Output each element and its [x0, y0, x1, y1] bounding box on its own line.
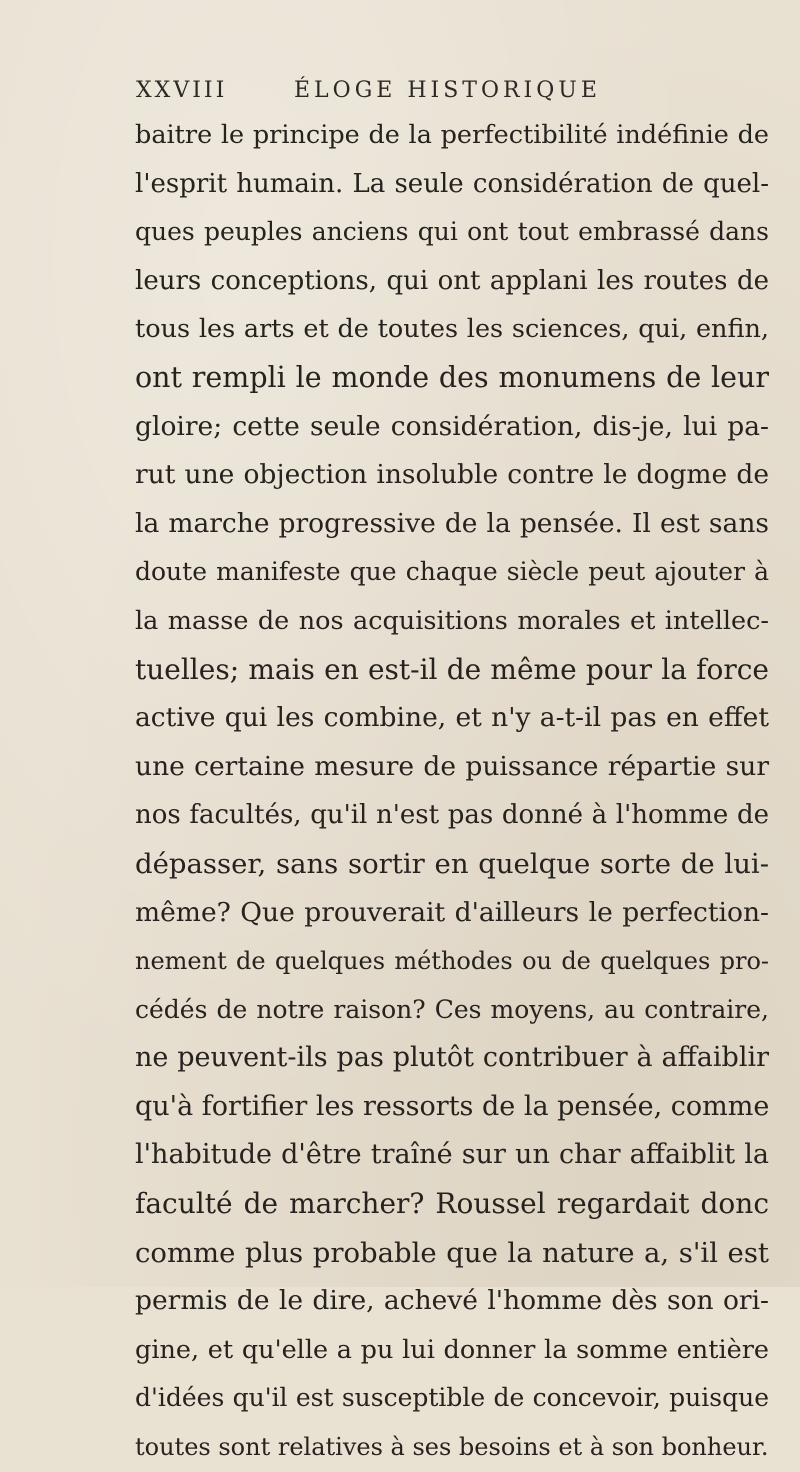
text-line: leurs conceptions, qui ont applani les routes de [135, 265, 769, 296]
text-line: permis de le dire, achevé l'homme dès son ori- [135, 1285, 769, 1317]
text-line: dépasser, sans sortir en quelque sorte de lui- [135, 847, 769, 880]
text-line: une certaine mesure de puissance répartie sur [135, 750, 769, 782]
text-line: rut une objection insoluble contre le dogme de [135, 459, 769, 491]
text-line: doute manifeste que chaque siècle peut ajouter à [135, 557, 769, 587]
text-line: la masse de nos acquisitions morales et intellec- [135, 605, 769, 636]
text-line: gloire; cette seule considération, dis-je, lui pa- [135, 410, 769, 442]
text-line: ont rempli le monde des monumens de leur [135, 360, 769, 394]
page-number: XXVIII [136, 78, 228, 103]
text-line: nement de quelques méthodes ou de quelques pro- [135, 947, 769, 976]
text-line: baitre le principe de la perfectibilité indéfinie de [135, 120, 769, 150]
text-line: même? Que prouverait d'ailleurs le perfection- [135, 896, 769, 928]
text-line: tuelles; mais en est-il de même pour la force [135, 652, 769, 686]
text-line: la marche progressive de la pensée. Il est sans [135, 507, 769, 539]
text-line: toutes sont relatives à ses besoins et à son bonheur. [135, 1433, 769, 1462]
text-line: ques peuples anciens qui ont tout embrassé dans [135, 217, 769, 247]
body-text [135, 111, 769, 1472]
text-line: comme plus probable que la nature a, s'il est [135, 1236, 769, 1269]
text-line: cédés de notre raison? Ces moyens, au contraire, [135, 994, 769, 1024]
text-line: d'idées qu'il est susceptible de concevoir, puisque [135, 1383, 769, 1413]
text-line: l'habitude d'être traîné sur un char affaiblit la [135, 1139, 769, 1171]
text-line: l'esprit humain. La seule considération de quel- [135, 168, 769, 199]
text-line: nos facultés, qu'il n'est pas donné à l'homme de [135, 800, 769, 831]
page-header [136, 78, 756, 108]
text-line: active qui les combine, et n'y a-t-il pas en effet [135, 702, 769, 734]
text-line: qu'à fortifier les ressorts de la pensée, comme [135, 1090, 770, 1122]
text-line: faculté de marcher? Roussel regardait donc [135, 1187, 769, 1221]
running-title: ÉLOGE HISTORIQUE [294, 78, 601, 103]
text-line: gine, et qu'elle a pu lui donner la somme entière [135, 1334, 769, 1365]
text-line: tous les arts et de toutes les sciences, qui, enfin, [135, 314, 769, 345]
text-line: ne peuvent-ils pas plutôt contribuer à affaiblir [135, 1042, 769, 1074]
